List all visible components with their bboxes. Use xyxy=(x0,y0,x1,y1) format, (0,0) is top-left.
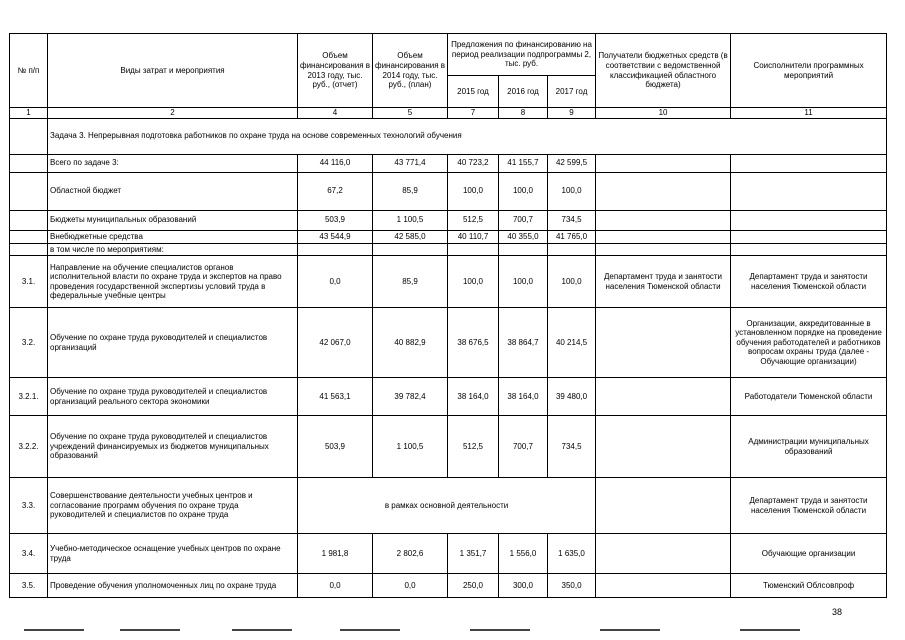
total-label: Всего по задаче 3: xyxy=(48,154,298,172)
row-recipient xyxy=(596,378,731,416)
row-num: 3.2.2. xyxy=(10,416,48,478)
total-2014: 43 771,4 xyxy=(373,154,448,172)
offbudget-label: Внебюджетные средства xyxy=(48,230,298,243)
offbudget-2015: 40 110,7 xyxy=(448,230,499,243)
col-num-11: 11 xyxy=(731,108,887,119)
row-label: Совершенствование деятельности учебных центров и согласование программ обучения по охране труда руководителей и специалистов по охране труда xyxy=(48,478,298,534)
total-2015: 40 723,2 xyxy=(448,154,499,172)
row-2017: 40 214,5 xyxy=(548,308,596,378)
table-row xyxy=(10,534,887,574)
row-label: Направление на обучение специалистов органов исполнительной власти по охране труда и экспертов на право проведения государственной экспертизы условий труда в федеральные учебные центры xyxy=(48,256,298,308)
row-num: 3.1. xyxy=(10,256,48,308)
table-row xyxy=(10,308,887,378)
row-2016: 38 164,0 xyxy=(499,378,548,416)
row-coexecutor: Организации, аккредитованные в установленном порядке на проведение обучения работодателей и работников вопросам охраны труда (далее - Обучающие организации) xyxy=(731,308,887,378)
col-num-2: 2 xyxy=(48,108,298,119)
row-2013: 0,0 xyxy=(298,256,373,308)
col-num-9: 9 xyxy=(548,108,596,119)
offbudget-2013: 43 544,9 xyxy=(298,230,373,243)
table-row xyxy=(10,256,887,308)
footer-divider xyxy=(120,629,180,631)
table-row xyxy=(10,478,887,534)
footer-divider xyxy=(232,629,292,631)
col-num-10: 10 xyxy=(596,108,731,119)
row-coexecutor: Тюменский Облсовпроф xyxy=(731,574,887,598)
header-vol-2013: Объем финансирования в 2013 году, тыс. руб., (отчет) xyxy=(298,34,373,108)
footer-divider xyxy=(740,629,800,631)
municipal-row xyxy=(10,210,887,230)
offbudget-row xyxy=(10,230,887,243)
header-coexecutors: Соисполнители программных мероприятий xyxy=(731,34,887,108)
row-num: 3.3. xyxy=(10,478,48,534)
row-2014: 39 782,4 xyxy=(373,378,448,416)
footer-divider xyxy=(470,629,530,631)
row-2014: 1 100,5 xyxy=(373,416,448,478)
row-recipient: Департамент труда и занятости населения Тюменской области xyxy=(596,256,731,308)
row-2014: 85,9 xyxy=(373,256,448,308)
row-2017: 39 480,0 xyxy=(548,378,596,416)
row-coexecutor: Работодатели Тюменской области xyxy=(731,378,887,416)
header-kind: Виды затрат и мероприятия xyxy=(48,34,298,108)
row-2014: 40 882,9 xyxy=(373,308,448,378)
row-2015: 250,0 xyxy=(448,574,499,598)
footer-divider xyxy=(24,629,84,631)
municipal-2016: 700,7 xyxy=(499,210,548,230)
row-2017: 350,0 xyxy=(548,574,596,598)
row-2015: 100,0 xyxy=(448,256,499,308)
row-num: 3.5. xyxy=(10,574,48,598)
regional-2016: 100,0 xyxy=(499,172,548,210)
total-2017: 42 599,5 xyxy=(548,154,596,172)
row-2016: 1 556,0 xyxy=(499,534,548,574)
including-label: в том числе по мероприятиям: xyxy=(48,243,298,256)
row-2015: 512,5 xyxy=(448,416,499,478)
row-recipient xyxy=(596,308,731,378)
task-title: Задача 3. Непрерывная подготовка работников по охране труда на основе современных технологий обучения xyxy=(48,118,887,154)
row-num: 3.4. xyxy=(10,534,48,574)
row-2013: 0,0 xyxy=(298,574,373,598)
row-label: Обучение по охране труда руководителей и специалистов организаций xyxy=(48,308,298,378)
offbudget-2014: 42 585,0 xyxy=(373,230,448,243)
table-row xyxy=(10,416,887,478)
row-2015: 1 351,7 xyxy=(448,534,499,574)
regional-2017: 100,0 xyxy=(548,172,596,210)
row-2017: 1 635,0 xyxy=(548,534,596,574)
including-row xyxy=(10,243,887,256)
row-recipient xyxy=(596,534,731,574)
row-2016: 100,0 xyxy=(499,256,548,308)
table-row xyxy=(10,378,887,416)
row-coexecutor: Департамент труда и занятости населения Тюменской области xyxy=(731,256,887,308)
row-2014: 2 802,6 xyxy=(373,534,448,574)
budget-table xyxy=(9,33,887,598)
regional-2015: 100,0 xyxy=(448,172,499,210)
row-num: 3.2.1. xyxy=(10,378,48,416)
row-2013: 42 067,0 xyxy=(298,308,373,378)
total-row xyxy=(10,154,887,172)
page-number: 38 xyxy=(832,607,843,617)
row-2016: 38 864,7 xyxy=(499,308,548,378)
total-2016: 41 155,7 xyxy=(499,154,548,172)
header-2017: 2017 год xyxy=(548,76,596,108)
row-label: Обучение по охране труда руководителей и специалистов учреждений финансируемых из бюджетов муниципальных образований xyxy=(48,416,298,478)
row-2017: 100,0 xyxy=(548,256,596,308)
col-num-4: 4 xyxy=(298,108,373,119)
col-num-7: 7 xyxy=(448,108,499,119)
col-num-1: 1 xyxy=(10,108,48,119)
footer-divider xyxy=(340,629,400,631)
row-2015: 38 164,0 xyxy=(448,378,499,416)
row-label: Проведение обучения уполномоченных лиц по охране труда xyxy=(48,574,298,598)
row-recipient xyxy=(596,574,731,598)
row-coexecutor: Администрации муниципальных образований xyxy=(731,416,887,478)
row-merged-note: в рамках основной деятельности xyxy=(298,478,596,534)
header-proposals: Предложения по финансированию на период реализации подпрограммы 2, тыс. руб. xyxy=(448,34,596,76)
regional-2014: 85,9 xyxy=(373,172,448,210)
row-coexecutor: Обучающие организации xyxy=(731,534,887,574)
municipal-2014: 1 100,5 xyxy=(373,210,448,230)
municipal-2015: 512,5 xyxy=(448,210,499,230)
header-vol-2014: Объем финансирования в 2014 году, тыс. руб., (план) xyxy=(373,34,448,108)
row-label: Учебно-методическое оснащение учебных центров по охране труда xyxy=(48,534,298,574)
row-recipient xyxy=(596,478,731,534)
table-row xyxy=(10,574,887,598)
header-num: № п/п xyxy=(10,34,48,108)
header-recipients: Получатели бюджетных средств (в соответствии с ведомственной классификацией областного бюджета) xyxy=(596,34,731,108)
row-2013: 1 981,8 xyxy=(298,534,373,574)
municipal-label: Бюджеты муниципальных образований xyxy=(48,210,298,230)
col-num-8: 8 xyxy=(499,108,548,119)
regional-2013: 67,2 xyxy=(298,172,373,210)
row-2017: 734,5 xyxy=(548,416,596,478)
regional-label: Областной бюджет xyxy=(48,172,298,210)
row-2015: 38 676,5 xyxy=(448,308,499,378)
offbudget-2016: 40 355,0 xyxy=(499,230,548,243)
row-2014: 0,0 xyxy=(373,574,448,598)
row-2016: 300,0 xyxy=(499,574,548,598)
municipal-2013: 503,9 xyxy=(298,210,373,230)
row-2016: 700,7 xyxy=(499,416,548,478)
row-label: Обучение по охране труда руководителей и специалистов организаций реального сектора экономики xyxy=(48,378,298,416)
row-2013: 41 563,1 xyxy=(298,378,373,416)
regional-row xyxy=(10,172,887,210)
offbudget-2017: 41 765,0 xyxy=(548,230,596,243)
row-2013: 503,9 xyxy=(298,416,373,478)
header-2015: 2015 год xyxy=(448,76,499,108)
footer-divider xyxy=(600,629,660,631)
col-num-5: 5 xyxy=(373,108,448,119)
header-2016: 2016 год xyxy=(499,76,548,108)
total-2013: 44 116,0 xyxy=(298,154,373,172)
row-coexecutor: Департамент труда и занятости населения Тюменской области xyxy=(731,478,887,534)
row-num: 3.2. xyxy=(10,308,48,378)
municipal-2017: 734,5 xyxy=(548,210,596,230)
row-recipient xyxy=(596,416,731,478)
task-num-cell xyxy=(10,118,48,154)
